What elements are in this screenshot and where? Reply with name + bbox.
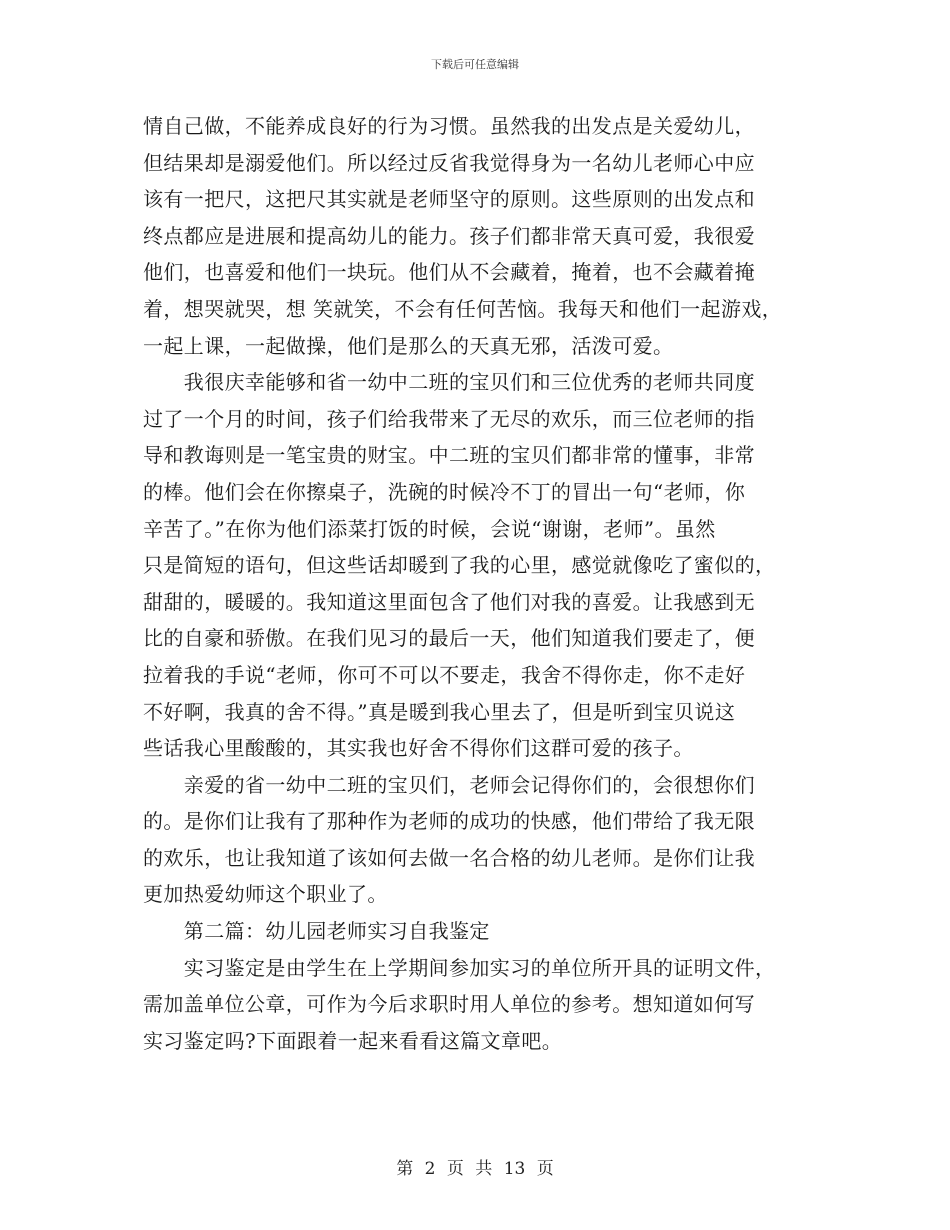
text-line: 些话我心里酸酸的，其实我也好舍不得你们这群可爱的孩子。	[143, 736, 694, 761]
text-line: 导和教诲则是一笔宝贵的财宝。中二班的宝贝们都非常的懂事，非常	[143, 443, 755, 468]
text-line: 拉着我的手说“老师，你可不可以不要走，我舍不得你走，你不走好	[143, 662, 746, 687]
text-line: 辛苦了。”在你为他们添菜打饭的时候，会说“谢谢，老师”。虽然	[143, 516, 716, 541]
page-header: 下载后可任意编辑	[431, 58, 519, 71]
text-line: 甜甜的，暖暖的。我知道这里面包含了他们对我的喜爱。让我感到无	[143, 589, 755, 614]
section-heading: 第二篇：幼儿园老师实习自我鉴定	[143, 919, 490, 944]
text-line: 的。是你们让我有了那种作为老师的成功的快感，他们带给了我无限	[143, 809, 755, 834]
paragraph-start-line: 实习鉴定是由学生在上学期间参加实习的单位所开具的证明文件，	[143, 955, 776, 980]
text-line: 更加热爱幼师这个职业了。	[143, 882, 388, 907]
page-number-footer: 第 2 页 共 13 页	[396, 1159, 554, 1179]
text-line: 比的自豪和骄傲。在我们见习的最后一天，他们知道我们要走了，便	[143, 626, 755, 651]
text-line: 过了一个月的时间，孩子们给我带来了无尽的欢乐，而三位老师的指	[143, 406, 755, 431]
paragraph-start-line: 亲爱的省一幼中二班的宝贝们，老师会记得你们的，会很想你们	[143, 772, 755, 797]
text-line: 他们，也喜爱和他们一块玩。他们从不会藏着，掩着，也不会藏着掩	[143, 260, 755, 285]
text-line: 不好啊，我真的舍不得。”真是暖到我心里去了，但是听到宝贝说这	[143, 699, 736, 724]
text-line: 实习鉴定吗?下面跟着一起来看看这篇文章吧。	[143, 1028, 563, 1053]
text-line: 着，想哭就哭，想 笑就笑，不会有任何苦恼。我每天和他们一起游戏，	[143, 296, 783, 321]
text-line: 只是简短的语句，但这些话却暖到了我的心里，感觉就像吃了蜜似的，	[143, 553, 776, 578]
text-line: 该有一把尺，这把尺其实就是老师坚守的原则。这些原则的出发点和	[143, 187, 755, 212]
text-line: 一起上课，一起做操，他们是那么的天真无邪，活泼可爱。	[143, 333, 674, 358]
paragraph-start-line: 我很庆幸能够和省一幼中二班的宝贝们和三位优秀的老师共同度	[143, 370, 755, 395]
text-line: 但结果却是溺爱他们。所以经过反省我觉得身为一名幼儿老师心中应	[143, 150, 755, 175]
text-line: 的棒。他们会在你擦桌子，洗碗的时候冷不丁的冒出一句“老师，你	[143, 479, 746, 504]
document-body	[143, 108, 833, 1059]
text-line: 终点都应是进展和提高幼儿的能力。孩子们都非常天真可爱，我很爱	[143, 223, 755, 248]
text-line: 需加盖单位公章，可作为今后求职时用人单位的参考。想知道如何写	[143, 992, 755, 1017]
text-line: 情自己做，不能养成良好的行为习惯。虽然我的出发点是关爱幼儿，	[143, 114, 755, 138]
text-line: 的欢乐，也让我知道了该如何去做一名合格的幼儿老师。是你们让我	[143, 845, 755, 870]
